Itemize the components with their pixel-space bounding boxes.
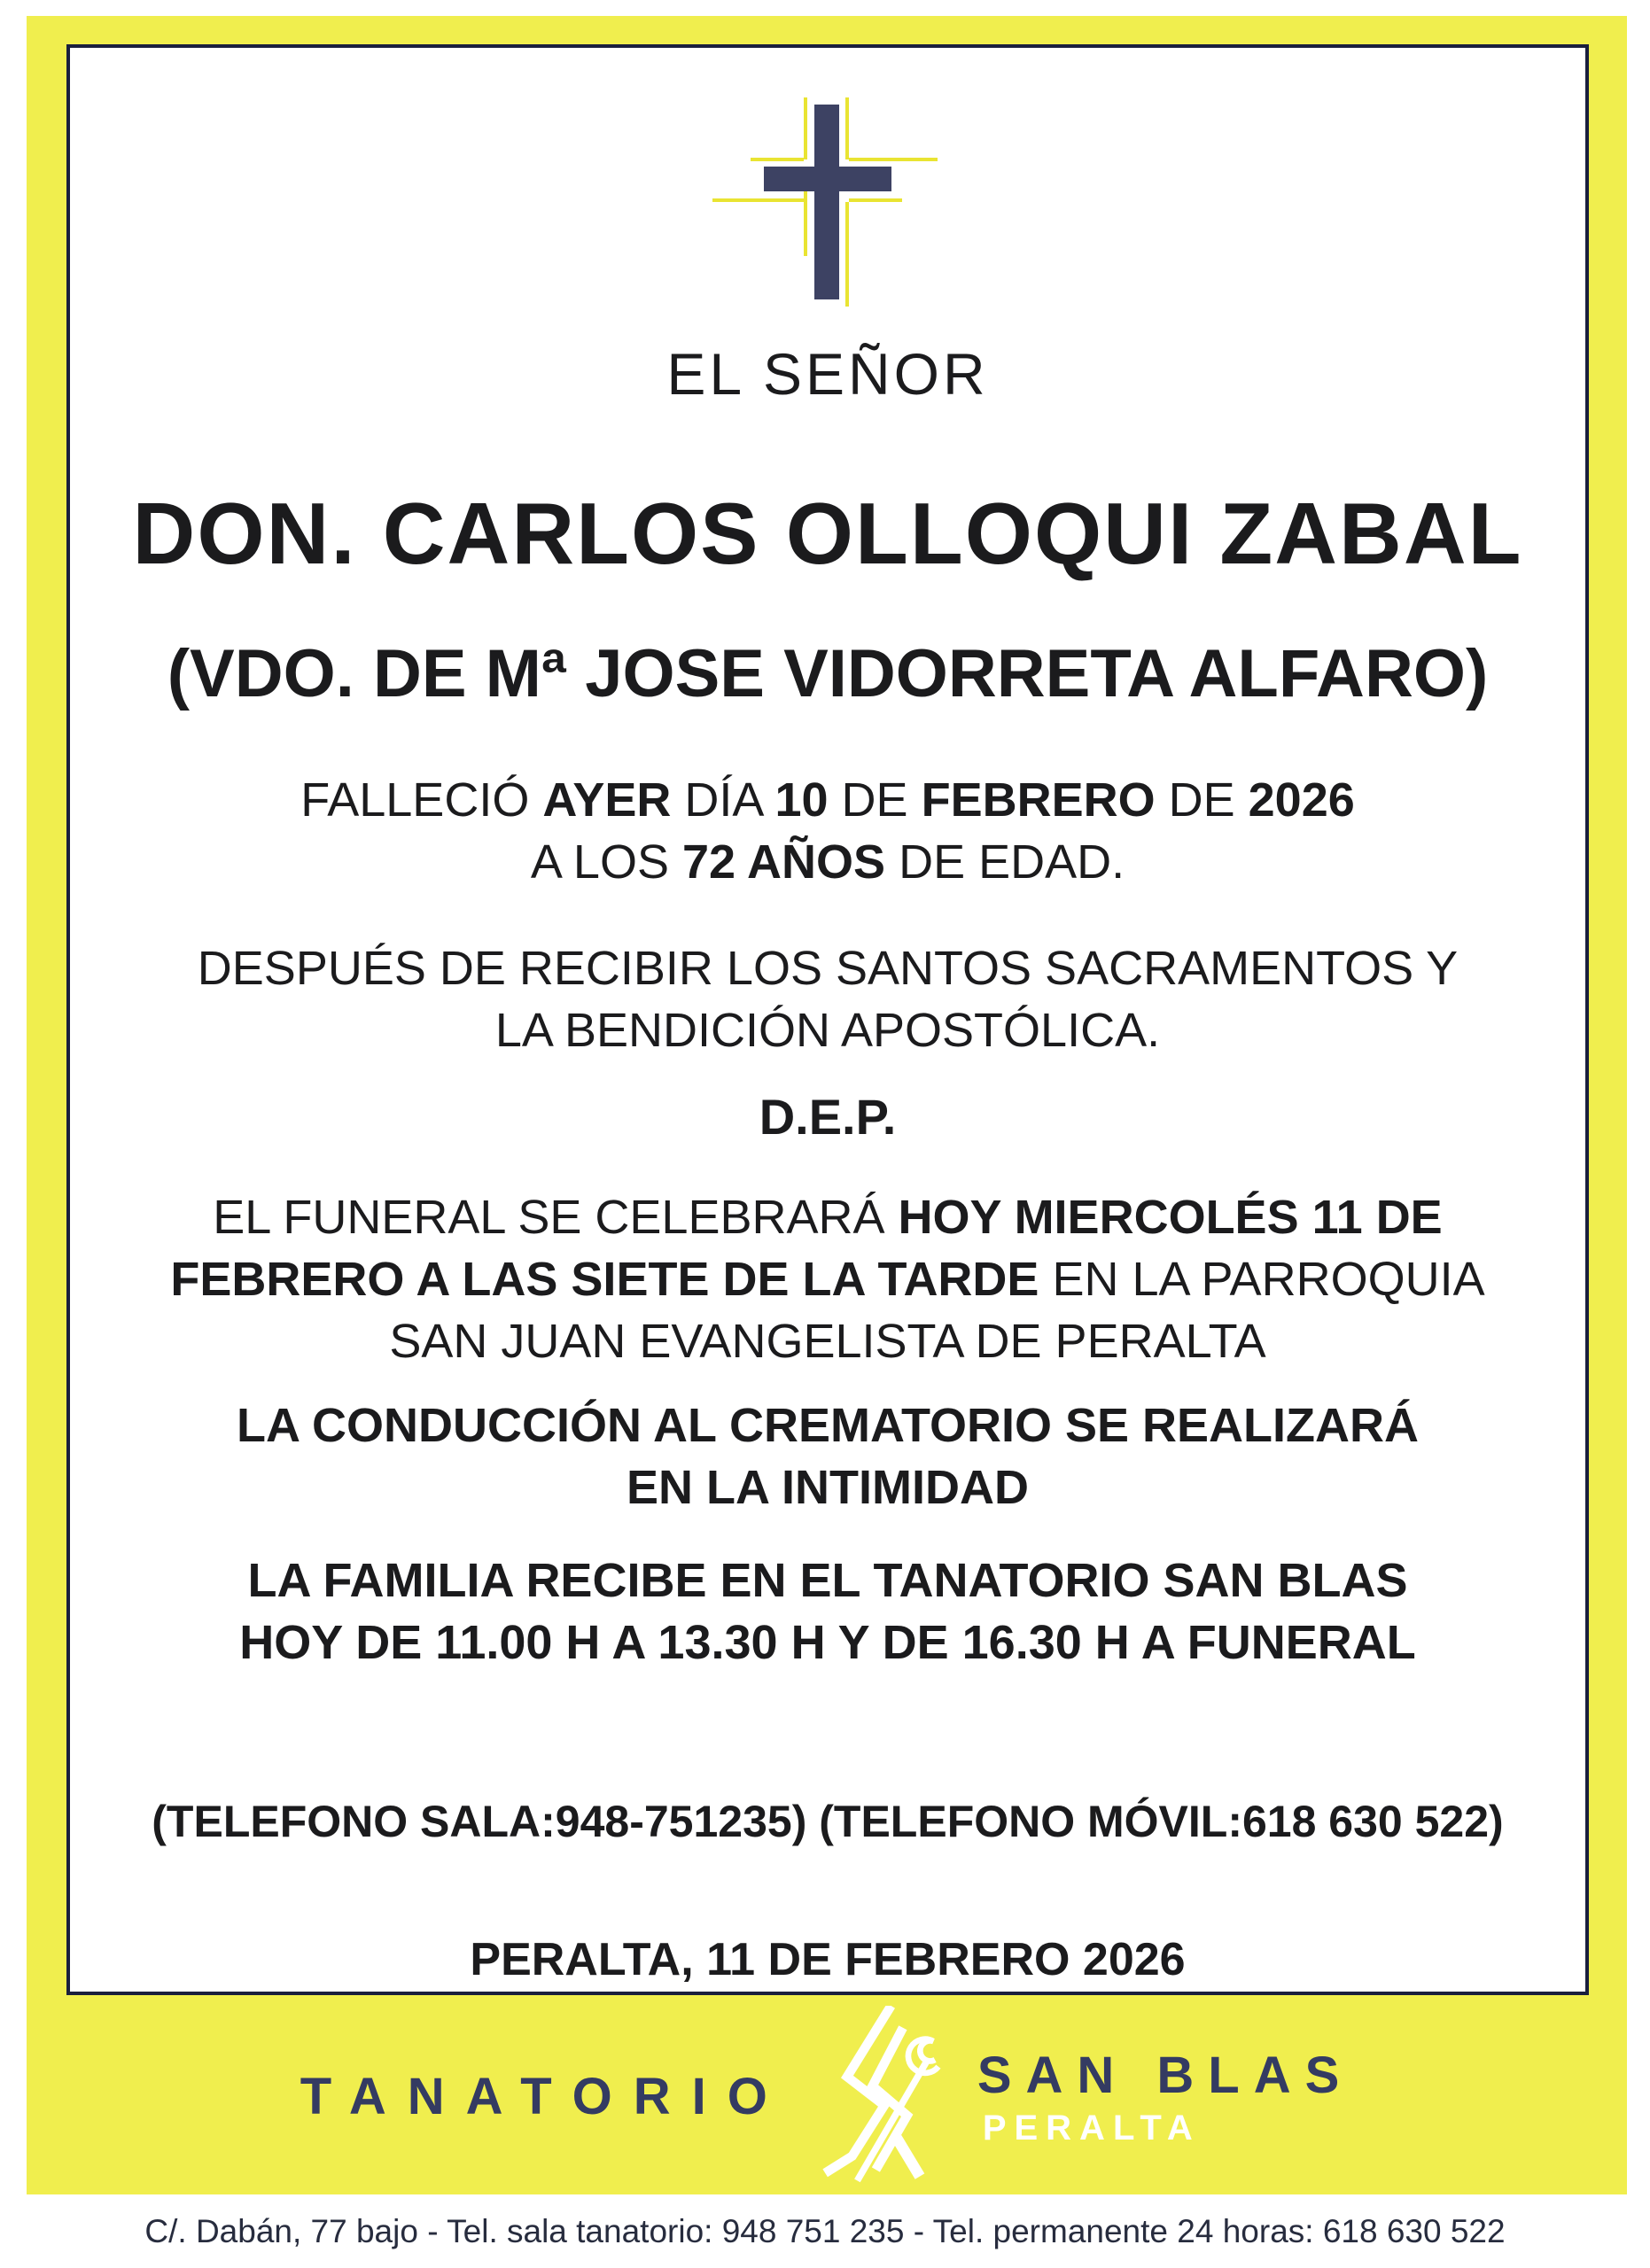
- text-segment: EN LA PARROQUIA SAN JUAN EVANGELISTA DE PERALTA: [389, 1253, 1485, 1368]
- text-segment: 2026: [1248, 773, 1355, 827]
- footer-strip: [0, 2194, 1650, 2268]
- logo-word-san-blas: SAN BLAS: [977, 2046, 1354, 2104]
- funeral-paragraph: [136, 1186, 1519, 1372]
- dep-line: D.E.P.: [759, 1089, 897, 1145]
- family-line-2: HOY DE 11.00 H A 13.30 H Y DE 16.30 H A FUNERAL: [239, 1616, 1416, 1669]
- text-segment: DÍA: [671, 773, 775, 827]
- conduction-paragraph: LA CONDUCCIÓN AL CREMATORIO SE REALIZARÁ EN LA INTIMIDAD: [237, 1399, 1419, 1514]
- cross-ray: [845, 202, 849, 307]
- death-date-line: [300, 769, 1355, 831]
- text-segment: EL FUNERAL SE CELEBRARÁ: [213, 1191, 899, 1244]
- text-segment: 10: [774, 773, 829, 827]
- cross-ray: [804, 97, 807, 159]
- mitre-crozier-icon: [819, 2006, 965, 2187]
- text-segment: DE: [1155, 773, 1249, 827]
- text-segment: AYER: [542, 773, 672, 827]
- cross-horizontal-arm: [764, 167, 891, 191]
- sacraments-line-1: DESPUÉS DE RECIBIR LOS SANTOS SACRAMENTOS Y: [197, 942, 1459, 995]
- cross-icon: [712, 101, 943, 314]
- text-segment: DE: [828, 773, 922, 827]
- logo-word-peralta: PERALTA: [982, 2108, 1201, 2148]
- logo-word-tanatorio: TANATORIO: [300, 2068, 789, 2125]
- text-segment: FALLECIÓ: [300, 773, 543, 827]
- cross-ray: [849, 198, 902, 202]
- text-segment: DE EDAD.: [885, 835, 1125, 889]
- text-segment: HOY MIERCOLÉS 11 DE FEBRERO A LAS SIETE DE LA TARDE: [170, 1191, 1443, 1306]
- cross-vertical-bar: [814, 105, 839, 299]
- place-date-line: PERALTA, 11 DE FEBRERO 2026: [470, 1934, 1186, 1985]
- widower-line: (VDO. DE Mª JOSE VIDORRETA ALFARO): [167, 636, 1489, 711]
- death-age-line: [531, 831, 1125, 893]
- sacraments-line-2: LA BENDICIÓN APOSTÓLICA.: [494, 1004, 1161, 1057]
- text-segment: A LOS: [530, 835, 682, 889]
- logo-right-block: [977, 2046, 1353, 2148]
- footer-address: C/. Dabán, 77 bajo - Tel. sala tanatorio: 948 751 235 - Tel. permanente 24 horas: 618 630 522: [144, 2212, 1506, 2249]
- deceased-name: DON. CARLOS OLLOQUI ZABAL: [132, 485, 1523, 582]
- cross-ray: [712, 198, 804, 202]
- text-segment: 72 AÑOS: [681, 835, 886, 889]
- text-segment: FEBRERO: [921, 773, 1156, 827]
- tanatorio-logo: [27, 1999, 1627, 2194]
- header-el-senor: EL SEÑOR: [666, 341, 989, 407]
- notice-content-frame: [66, 44, 1589, 1995]
- cross-ray: [845, 97, 849, 159]
- cross-ray: [804, 185, 807, 256]
- family-line-1: LA FAMILIA RECIBE EN EL TANATORIO SAN BLAS: [247, 1554, 1408, 1607]
- phones-line: (TELEFONO SALA:948-751235) (TELEFONO MÓVIL:618 630 522): [152, 1797, 1504, 1846]
- cross-ray: [849, 158, 938, 161]
- cross-ray: [751, 158, 804, 161]
